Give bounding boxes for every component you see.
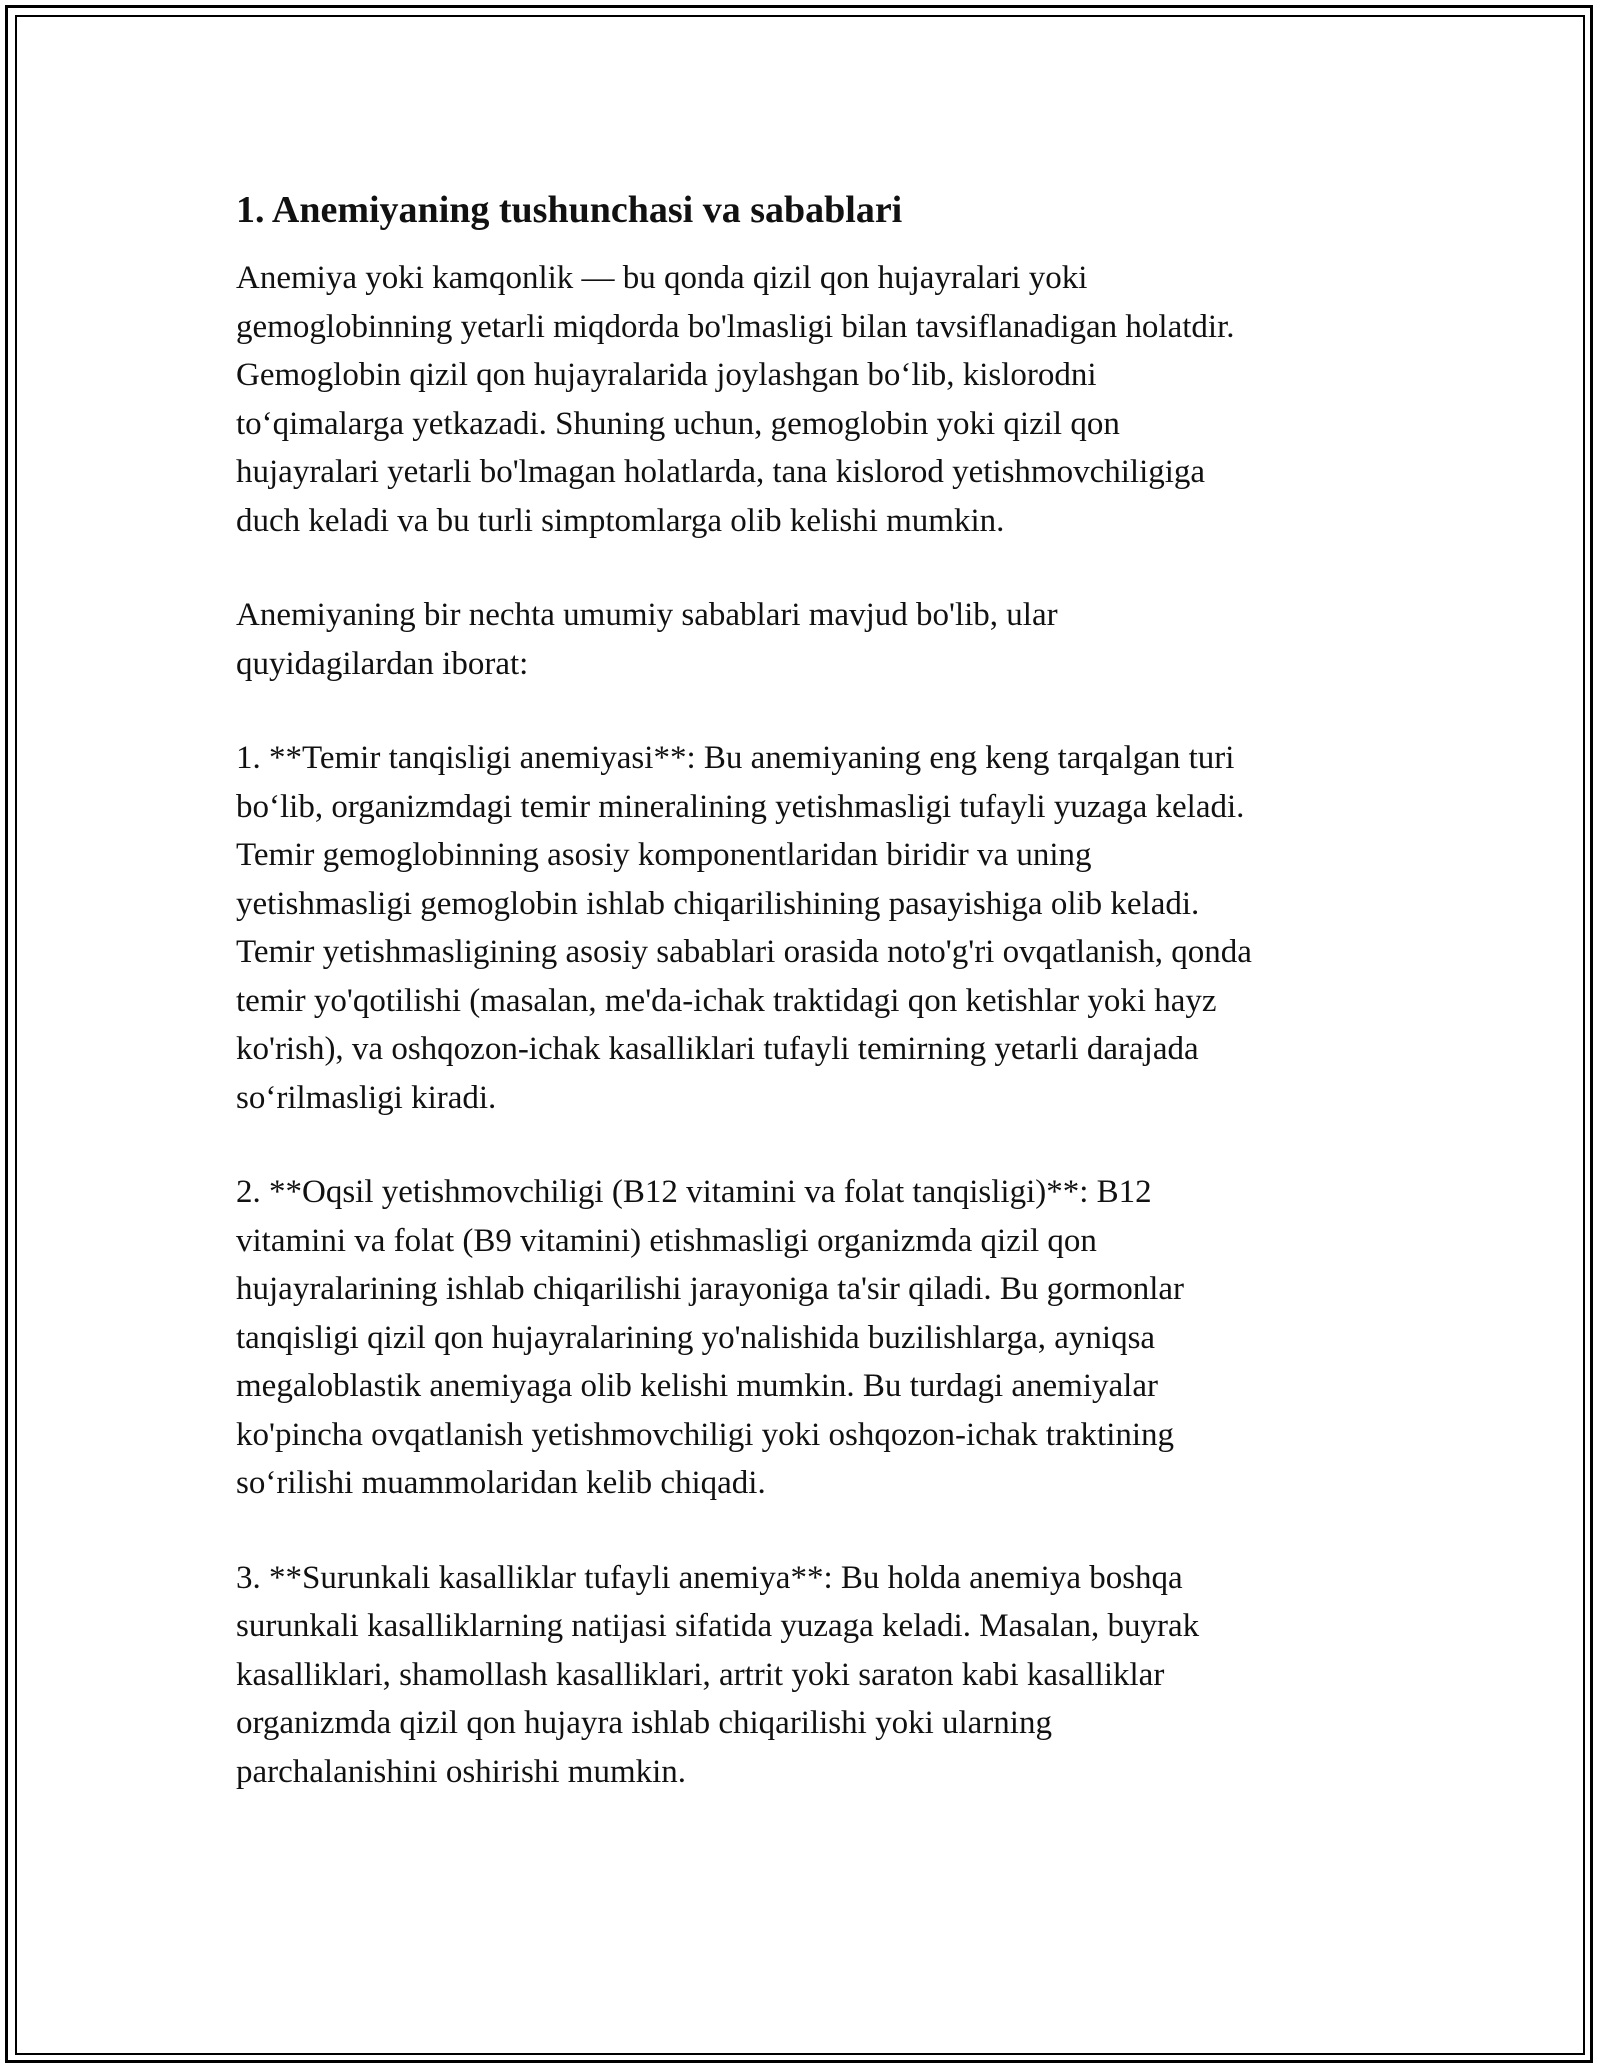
paragraph-b12-folate-deficiency: 2. **Oqsil yetishmovchiligi (B12 vitamini va folat tanqisligi)**: B12 vitamini va folat (B9 vitamini) etishmasligi organizmda qizil qon hujayralarining ishlab chiqarilishi jarayoniga ta'sir qiladi. Bu gormonlar tanqisligi qizil qon hujayralarining yo'nalishida buzilishlarga, ayniqsa megaloblastik anemiyaga olib kelishi mumkin. Bu turdagi anemiyalar ko'pincha ovqatlanish yetishmovchiligi yoki oshqozon-ichak traktining so‘rilishi muammolaridan kelib chiqadi.: [236, 1174, 1185, 1501]
paragraph-chronic-disease: 3. **Surunkali kasalliklar tufayli anemiya**: Bu holda anemiya boshqa surunkali kasalliklarning natijasi sifatida yuzaga keladi. Masalan, buyrak kasalliklari, shamollash kasalliklari, artrit yoki saraton kabi kasalliklar organizmda qizil qon hujayra ishlab chiqarilishi yoki ularning parchalanishini oshirishi mumkin.: [236, 1559, 1200, 1790]
paragraph-iron-deficiency: 1. **Temir tanqisligi anemiyasi**: Bu anemiyaning eng keng tarqalgan turi bo‘lib, organizmdagi temir mineralining yetishmasligi tufayli yuzaga keladi. Temir gemoglobinning asosiy komponentlaridan biridir va uning yetishmasligi gemoglobin ishlab chiqarilishining pasayishiga olib keladi. Temir yetishmasligining asosiy sabablari orasida noto'g'ri ovqatlanish, qonda temir yo'qotilishi (masalan, me'da-ichak traktidagi qon ketishlar yoki hayz ko'rish), va oshqozon-ichak kasalliklari tufayli temirning yetarli darajada so‘rilmasligi kiradi.: [236, 740, 1252, 1116]
section-heading: 1. Anemiyaning tushunchasi va sabablari: [236, 189, 903, 231]
paragraph-definition: Anemiya yoki kamqonlik — bu qonda qizil qon hujayralari yoki gemoglobinning yetarli miqdorda bo'lmasligi bilan tavsiflanadigan holatdir. Gemoglobin qizil qon hujayralarida joylashgan bo‘lib, kislorodni to‘qimalarga yetkazadi. Shuning uchun, gemoglobin yoki qizil qon hujayralari yetarli bo'lmagan holatlarda, tana kislorod yetishmovchiligiga duch keladi va bu turli simptomlarga olib kelishi mumkin.: [236, 260, 1235, 539]
paragraph-causes-intro: Anemiyaning bir nechta umumiy sabablari mavjud bo'lib, ular quyidagilardan iborat:: [236, 597, 1058, 682]
document-body: [236, 186, 1386, 1796]
